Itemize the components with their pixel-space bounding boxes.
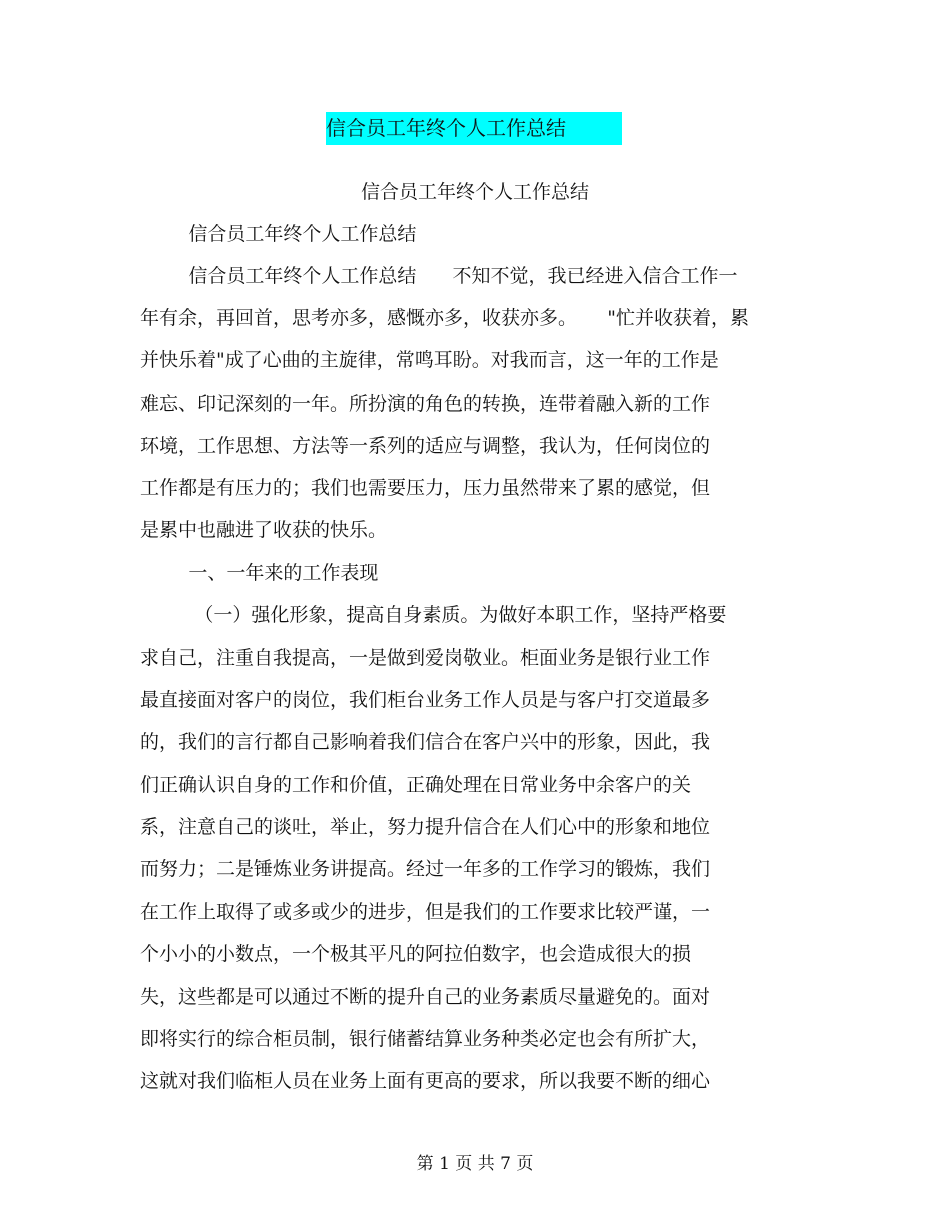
body-line: 的，我们的言行都自己影响着我们信合在客户兴中的形象，因此，我: [140, 731, 711, 753]
body-line: 信合员工年终个人工作总结 不知不觉，我已经进入信合工作一: [140, 265, 738, 287]
document-subtitle: 信合员工年终个人工作总结: [360, 181, 589, 203]
body-line: 这就对我们临柜人员在业务上面有更高的要求，所以我要不断的细心: [140, 1070, 711, 1092]
body-line: 即将实行的综合柜员制，银行储蓄结算业务种类必定也会有所扩大，: [140, 1028, 711, 1050]
page-number: 第 1 页 共 7 页: [416, 1154, 534, 1174]
body-line: 最直接面对客户的岗位，我们柜台业务工作人员是与客户打交道最多: [140, 689, 711, 711]
body-line: 难忘、印记深刻的一年。所扮演的角色的转换，连带着融入新的工作: [140, 393, 711, 415]
body-line: 个小小的小数点，一个极其平凡的阿拉伯数字，也会造成很大的损: [140, 943, 692, 965]
body-line: 工作都是有压力的；我们也需要压力，压力虽然带来了累的感觉，但: [140, 477, 711, 499]
body-line: （一）强化形象，提高自身素质。为做好本职工作，坚持严格要: [140, 604, 727, 626]
body-line: 环境，工作思想、方法等一系列的适应与调整，我认为，任何岗位的: [140, 435, 711, 457]
document-title: 信合员工年终个人工作总结: [326, 112, 622, 145]
body-line: 在工作上取得了或多或少的进步，但是我们的工作要求比较严谨，一: [140, 901, 711, 923]
section-heading: 一、一年来的工作表现: [140, 562, 379, 584]
body-line: 们正确认识自身的工作和价值，正确处理在日常业务中余客户的关: [140, 774, 692, 796]
body-line: 而努力；二是锤炼业务讲提高。经过一年多的工作学习的锻炼，我们: [140, 858, 711, 880]
body-line: 年有余，再回首，思考亦多，感慨亦多，收获亦多。 "忙并收获着，累: [140, 307, 749, 329]
body-line: 并快乐着"成了心曲的主旋律，常鸣耳盼。对我而言，这一年的工作是: [140, 349, 719, 371]
body-line: 求自己，注重自我提高，一是做到爱岗敬业。柜面业务是银行业工作: [140, 647, 711, 669]
body-line: 失，这些都是可以通过不断的提升自己的业务素质尽量避免的。面对: [140, 986, 711, 1008]
body-line: 系，注意自己的谈吐，举止，努力提升信合在人们心中的形象和地位: [140, 816, 711, 838]
body-line: 是累中也融进了收获的快乐。: [140, 519, 388, 541]
body-line: 信合员工年终个人工作总结: [140, 223, 417, 245]
